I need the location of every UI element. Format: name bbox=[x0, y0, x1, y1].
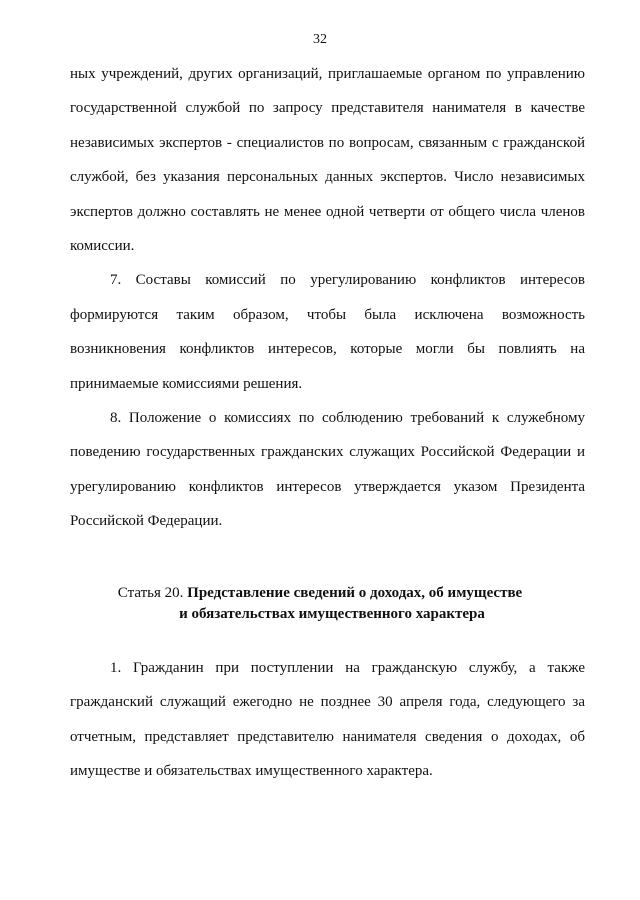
article-heading bbox=[0, 583, 640, 625]
paragraph-item-8: 8. Положение о комиссиях по соблюдению требований к служебному поведению государственных гражданских служащих Российской Федерации и урегулированию конфликтов интересов утверждается указом Президента Российской Федерации. bbox=[70, 410, 585, 530]
body-text-article bbox=[70, 651, 585, 789]
paragraph-article-item-1: 1. Гражданин при поступлении на гражданскую службу, а также гражданский служащий ежегодно не позднее 30 апреля года, следующего за отчетным, представляет представителю нанимателя сведения о доходах, об имуществе и обязательствах имущественного характера. bbox=[70, 660, 585, 780]
paragraph-item-7: 7. Составы комиссий по урегулированию конфликтов интересов формируются таким образом, чтобы была исключена возможность возникновения конфликтов интересов, которые могли бы повлиять на принимаемые комиссиями решения. bbox=[70, 272, 585, 392]
article-number: Статья 20. bbox=[117, 585, 188, 601]
page-number: 32 bbox=[313, 32, 327, 47]
body-text-top bbox=[70, 57, 585, 539]
article-title-line2: и обязательствах имущественного характера bbox=[179, 606, 485, 622]
article-title-line1: Представление сведений о доходах, об имуществе bbox=[187, 585, 523, 601]
paragraph-continuation: ных учреждений, других организаций, приглашаемые органом по управлению государственной службой по запросу представителя нанимателя в качестве независимых экспертов - специалистов по вопросам, связанным с гражданской службой, без указания персональных данных экспертов. Число независимых экспертов должно составлять не менее одной четверти от общего числа членов комиссии. bbox=[70, 66, 585, 255]
